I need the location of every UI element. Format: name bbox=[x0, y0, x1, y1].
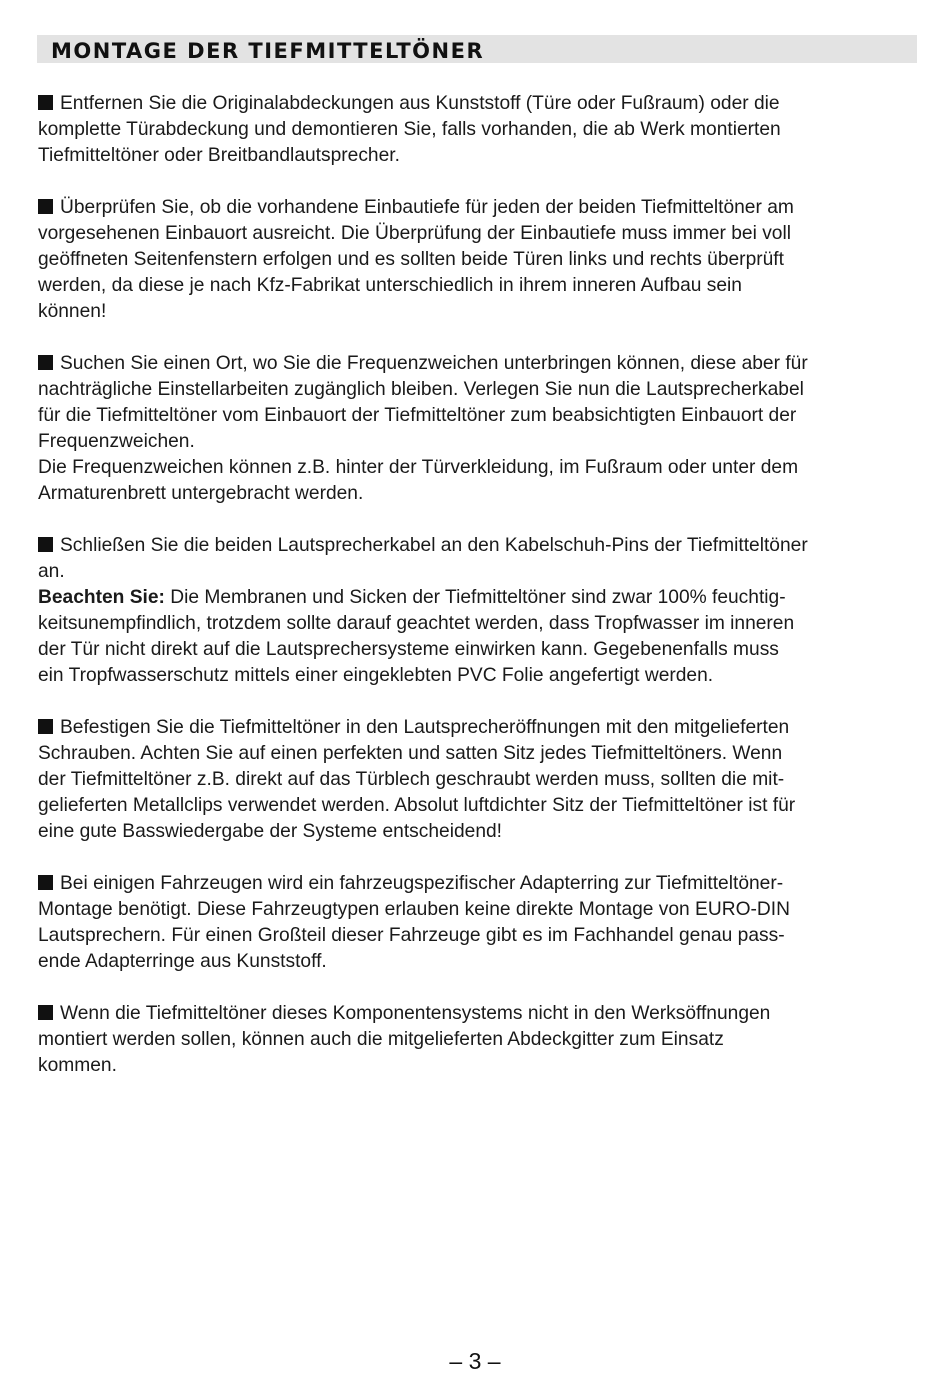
square-bullet-icon bbox=[38, 537, 53, 552]
paragraph-connect-cables bbox=[38, 533, 918, 689]
text-line: werden, da diese je nach Kfz-Fabrikat unterschiedlich in ihrem inneren Aufbau sein bbox=[38, 275, 742, 296]
text-line: Montage benötigt. Diese Fahrzeugtypen erlauben keine direkte Montage von EURO-DIN bbox=[38, 899, 790, 920]
text-line: Beachten Sie: Die Membranen und Sicken der Tiefmitteltöner sind zwar 100% feuchtig- bbox=[38, 587, 786, 608]
text-line: Wenn die Tiefmitteltöner dieses Komponentensystems nicht in den Werksöffnungen bbox=[38, 1001, 918, 1027]
text-line: komplette Türabdeckung und demontieren Sie, falls vorhanden, die ab Werk montierten bbox=[38, 119, 781, 140]
text-line: Schließen Sie die beiden Lautsprecherkabel an den Kabelschuh-Pins der Tiefmitteltöner bbox=[38, 533, 918, 559]
text-line: ende Adapterringe aus Kunststoff. bbox=[38, 951, 327, 972]
paragraph-crossover-location bbox=[38, 351, 918, 507]
text-line: geöffneten Seitenfenstern erfolgen und es sollten beide Türen links und rechts überprüft bbox=[38, 249, 784, 270]
square-bullet-icon bbox=[38, 719, 53, 734]
text-line: können! bbox=[38, 301, 107, 322]
text-line: für die Tiefmitteltöner vom Einbauort der Tiefmitteltöner zum beabsichtigten Einbauort der bbox=[38, 405, 797, 426]
square-bullet-icon bbox=[38, 875, 53, 890]
text-line: Schrauben. Achten Sie auf einen perfekten und satten Sitz jedes Tiefmitteltöners. Wenn bbox=[38, 743, 783, 764]
text-line: kommen. bbox=[38, 1055, 117, 1076]
text-line: vorgesehenen Einbauort ausreicht. Die Überprüfung der Einbautiefe muss immer bei voll bbox=[38, 223, 791, 244]
text-line: Überprüfen Sie, ob die vorhandene Einbautiefe für jeden der beiden Tiefmitteltöner am bbox=[38, 195, 918, 221]
square-bullet-icon bbox=[38, 1005, 53, 1020]
text-line: eine gute Basswiedergabe der Systeme entscheidend! bbox=[38, 821, 502, 842]
square-bullet-icon bbox=[38, 199, 53, 214]
text-line: an. bbox=[38, 561, 65, 582]
paragraph-remove-covers bbox=[38, 91, 918, 169]
text-line: Suchen Sie einen Ort, wo Sie die Frequenzweichen unterbringen können, diese aber für bbox=[38, 351, 918, 377]
text-line: ein Tropfwasserschutz mittels einer eingeklebten PVC Folie angefertigt werden. bbox=[38, 665, 714, 686]
text-line: Lautsprechern. Für einen Großteil dieser Fahrzeuge gibt es im Fachhandel genau pass- bbox=[38, 925, 785, 946]
text-line: gelieferten Metallclips verwendet werden. Absolut luftdichter Sitz der Tiefmitteltöner ist für bbox=[38, 795, 796, 816]
text-line: keitsunempfindlich, trotzdem sollte darauf geachtet werden, dass Tropfwasser im inneren bbox=[38, 613, 795, 634]
text-line: Befestigen Sie die Tiefmitteltöner in den Lautsprecheröffnungen mit den mitgelieferten bbox=[38, 715, 918, 741]
text-line: montiert werden sollen, können auch die mitgelieferten Abdeckgitter zum Einsatz bbox=[38, 1029, 724, 1050]
paragraph-mount-speakers bbox=[38, 715, 918, 845]
document-body bbox=[38, 91, 918, 1105]
section-title: MONTAGE DER TIEFMITTELTÖNER bbox=[51, 39, 485, 63]
text-line: Tiefmitteltöner oder Breitbandlautsprecher. bbox=[38, 145, 400, 166]
page-number: – 3 – bbox=[449, 1348, 501, 1374]
paragraph-adapter-ring bbox=[38, 871, 918, 975]
text-line: der Tiefmitteltöner z.B. direkt auf das Türblech geschraubt werden muss, sollten die mit- bbox=[38, 769, 785, 790]
text-line: Entfernen Sie die Originalabdeckungen aus Kunststoff (Türe oder Fußraum) oder die bbox=[38, 91, 918, 117]
note-label: Beachten Sie: bbox=[38, 587, 165, 608]
paragraph-cover-grilles bbox=[38, 1001, 918, 1079]
text-line: Die Frequenzweichen können z.B. hinter der Türverkleidung, im Fußraum oder unter dem bbox=[38, 457, 799, 478]
section-header-bar bbox=[37, 35, 917, 63]
text-line: Bei einigen Fahrzeugen wird ein fahrzeugspezifischer Adapterring zur Tiefmitteltöner- bbox=[38, 871, 918, 897]
square-bullet-icon bbox=[38, 355, 53, 370]
text-line: nachträgliche Einstellarbeiten zugänglich bleiben. Verlegen Sie nun die Lautsprecherkabel bbox=[38, 379, 804, 400]
text-line: Frequenzweichen. bbox=[38, 431, 195, 452]
text-line: Armaturenbrett untergebracht werden. bbox=[38, 483, 364, 504]
paragraph-check-depth bbox=[38, 195, 918, 325]
square-bullet-icon bbox=[38, 95, 53, 110]
text-line: der Tür nicht direkt auf die Lautsprechersysteme einwirken kann. Gegebenenfalls muss bbox=[38, 639, 779, 660]
